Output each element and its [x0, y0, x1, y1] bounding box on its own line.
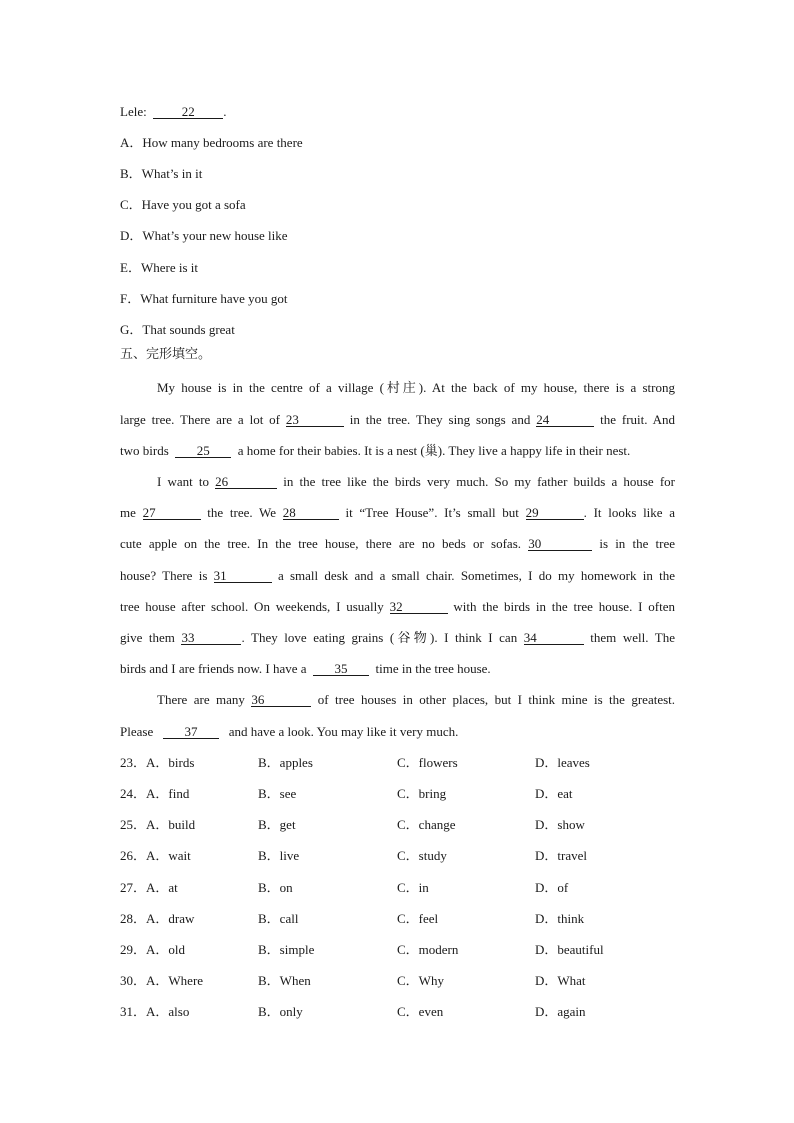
passage-line: [120, 474, 675, 490]
blank-27: 27: [143, 506, 201, 520]
blank-35: 35: [313, 662, 369, 676]
passage-line: [120, 568, 675, 584]
passage-text: My house is in the centre of a village (村庄). At the back of my house, there is a strong: [157, 380, 675, 395]
passage-text: . It looks like a: [583, 505, 676, 520]
passage-text: I want to: [157, 474, 209, 489]
question-number: 31．: [120, 1004, 147, 1019]
passage-text: of tree houses in other places, but I think mine is the greatest.: [317, 692, 676, 707]
question-number-and-a: [120, 1004, 189, 1020]
passage-text: the tree. We: [207, 505, 277, 520]
blank-23: 23: [286, 413, 344, 427]
choice-b: B．apples: [258, 755, 313, 770]
blank-25: 25: [175, 444, 231, 458]
passage-text: There are many: [157, 692, 245, 707]
choice-b: B．only: [258, 1004, 303, 1019]
choice-d: D．leaves: [535, 755, 590, 770]
choice-c: C．change: [397, 817, 456, 832]
question-number-and-a: [120, 755, 194, 771]
choice-a: A．build: [146, 817, 196, 832]
choice-c: C．in: [397, 880, 429, 895]
blank-34: 34: [524, 631, 584, 645]
passage-text: it “Tree House”. It’s small but: [345, 505, 519, 520]
choice-c: C．even: [397, 1004, 444, 1019]
choice-b: B．see: [258, 786, 297, 801]
option-letter: E．: [120, 260, 141, 275]
blank-33: 33: [181, 631, 241, 645]
passage-text: give them: [120, 630, 175, 645]
option-text: That sounds great: [142, 322, 235, 337]
blank-24: 24: [536, 413, 594, 427]
choice-d: D．beautiful: [535, 942, 604, 957]
choice-c: C．study: [397, 848, 447, 863]
choice-a: A．birds: [146, 755, 195, 770]
speaker-label: Lele:: [120, 104, 147, 119]
blank-30: 30: [528, 537, 592, 551]
question-number: 27．: [120, 880, 147, 895]
choice-d: D．think: [535, 911, 585, 926]
choice-a: A．old: [146, 942, 186, 957]
choice-a: A．draw: [146, 911, 195, 926]
blank-37: 37: [163, 725, 219, 739]
choice-b: B．live: [258, 848, 300, 863]
passage-line: [120, 443, 630, 459]
question-number: 29．: [120, 942, 147, 957]
passage-text: is in the tree: [599, 536, 676, 551]
choice-d: D．What: [535, 973, 586, 988]
passage-text: in the tree. They sing songs and: [349, 412, 531, 427]
passage-text: tree house after school. On weekends, I usually: [120, 599, 384, 614]
blank-28: 28: [283, 506, 339, 520]
question-number-and-a: [120, 817, 195, 833]
option-text: What’s in it: [141, 166, 203, 181]
option-letter: F．: [120, 291, 141, 306]
question-number: 24．: [120, 786, 147, 801]
choice-b: B．on: [258, 880, 293, 895]
blank-22: 22: [153, 105, 223, 119]
question-number: 26．: [120, 848, 147, 863]
choice-b: B．call: [258, 911, 299, 926]
choice-d: D．again: [535, 1004, 586, 1019]
dialog-line: [120, 104, 226, 120]
passage-text: in the tree like the birds very much. So my father builds a house for: [283, 474, 675, 489]
question-number: 30．: [120, 973, 147, 988]
passage-line: [120, 692, 675, 708]
passage-text: Please: [120, 724, 154, 739]
passage-line: [120, 724, 458, 740]
choice-b: B．When: [258, 973, 311, 988]
choice-c: C．bring: [397, 786, 447, 801]
option-text: What’s your new house like: [142, 228, 288, 243]
passage-line: [120, 536, 675, 552]
choice-b: B．get: [258, 817, 296, 832]
question-number-and-a: [120, 848, 191, 864]
option-item: [120, 291, 288, 307]
passage-text: time in the tree house.: [375, 661, 491, 676]
option-item: [120, 197, 246, 213]
blank-32: 32: [390, 600, 448, 614]
option-text: What furniture have you got: [140, 291, 288, 306]
passage-line: [120, 380, 675, 396]
passage-text: and have a look. You may like it very much.: [228, 724, 459, 739]
choice-b: B．simple: [258, 942, 315, 957]
question-number-and-a: [120, 786, 189, 802]
passage-text: birds and I are friends now. I have a: [120, 661, 307, 676]
question-number-and-a: [120, 973, 203, 989]
passage-text: them well. The: [590, 630, 675, 645]
choice-c: C．Why: [397, 973, 444, 988]
passage-line: [120, 630, 675, 646]
passage-line: [120, 661, 491, 677]
option-item: [120, 228, 288, 244]
passage-text: large tree. There are a lot of: [120, 412, 281, 427]
option-letter: D．: [120, 228, 143, 243]
option-text: How many bedrooms are there: [142, 135, 303, 150]
passage-line: [120, 505, 675, 521]
option-letter: C．: [120, 197, 142, 212]
blank-26: 26: [215, 475, 277, 489]
blank-31: 31: [214, 569, 272, 583]
option-letter: A．: [120, 135, 143, 150]
passage-line: [120, 412, 675, 428]
question-number: 25．: [120, 817, 147, 832]
option-item: [120, 135, 303, 151]
passage-text: me: [120, 505, 136, 520]
passage-text: house? There is: [120, 568, 208, 583]
question-number-and-a: [120, 880, 178, 896]
dialog-end: .: [223, 104, 227, 119]
option-text: Have you got a sofa: [141, 197, 246, 212]
passage-text: a small desk and a small chair. Sometimes, I do my homework in the: [277, 568, 676, 583]
question-number-and-a: [120, 942, 185, 958]
passage-text: cute apple on the tree. In the tree house, there are no beds or sofas.: [120, 536, 522, 551]
passage-text: a home for their babies. It is a nest (巢). They live a happy life in their nest.: [237, 443, 631, 458]
choice-d: D．show: [535, 817, 585, 832]
choice-d: D．travel: [535, 848, 587, 863]
choice-a: A．at: [146, 880, 178, 895]
option-text: Where is it: [140, 260, 198, 275]
section-title: 五、完形填空。: [120, 347, 212, 362]
blank-29: 29: [526, 506, 584, 520]
choice-c: C．feel: [397, 911, 439, 926]
choice-c: C．modern: [397, 942, 459, 957]
blank-36: 36: [251, 693, 311, 707]
option-item: [120, 166, 202, 182]
choice-d: D．eat: [535, 786, 573, 801]
passage-text: two birds: [120, 443, 169, 458]
passage-text: the fruit. And: [600, 412, 676, 427]
choice-c: C．flowers: [397, 755, 458, 770]
choice-a: A．also: [146, 1004, 190, 1019]
passage-text: . They love eating grains (谷物). I think I can: [241, 630, 518, 645]
passage-line: [120, 599, 675, 615]
question-number: 23．: [120, 755, 147, 770]
option-letter: G．: [120, 322, 143, 337]
question-number-and-a: [120, 911, 194, 927]
option-letter: B．: [120, 166, 142, 181]
question-number: 28．: [120, 911, 147, 926]
passage-text: with the birds in the tree house. I often: [453, 599, 675, 614]
option-item: [120, 322, 235, 338]
option-item: [120, 260, 198, 276]
choice-a: A．wait: [146, 848, 191, 863]
choice-a: A．Where: [146, 973, 204, 988]
choice-a: A．find: [146, 786, 190, 801]
choice-d: D．of: [535, 880, 569, 895]
